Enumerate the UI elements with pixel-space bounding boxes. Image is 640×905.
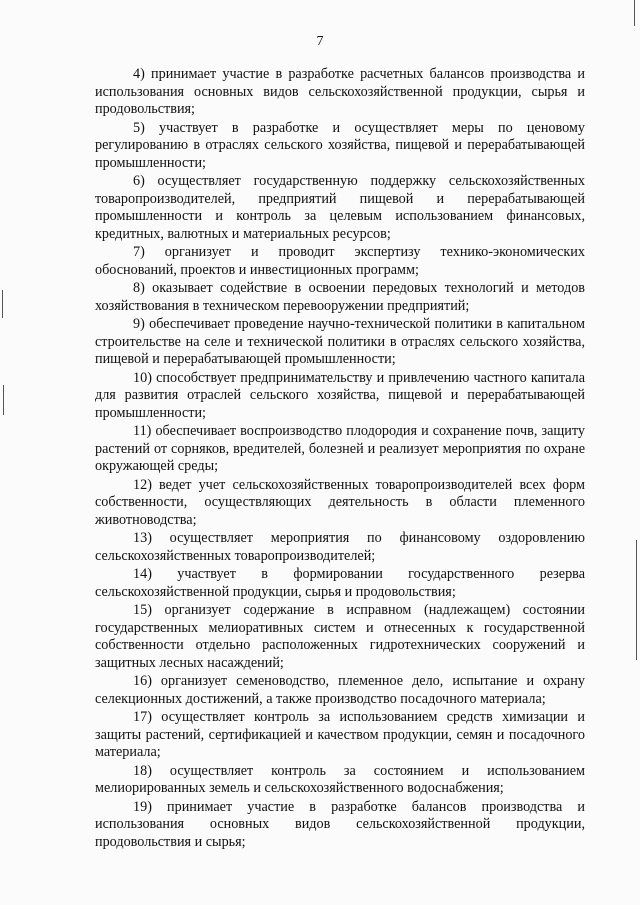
- list-item: 15) организует содержание в исправном (надлежащем) состоянии государственных мелиоративных систем и отнесенных к государственной собственности отдельно расположенных гидротехнических сооружений и защитных лесных насаждений;: [95, 602, 585, 671]
- scan-edge-mark-right: [634, 0, 635, 26]
- list-item: 17) осуществляет контроль за использованием средств химизации и защиты растений, сертификацией и качеством продукции, семян и посадочного материала;: [95, 709, 585, 760]
- list-item: 13) осуществляет мероприятия по финансовому оздоровлению сельскохозяйственных товаропроизводителей;: [95, 530, 585, 564]
- scan-edge-mark-left: [2, 290, 3, 318]
- list-item: 4) принимает участие в разработке расчетных балансов производства и использования основных видов сельскохозяйственной продукции, сырья и продовольствия;: [95, 66, 585, 117]
- page-number: 7: [316, 34, 324, 49]
- list-item: 9) обеспечивает проведение научно-технической политики в капитальном строительстве на селе и технической политики в отраслях сельского хозяйства, пищевой и перерабатывающей промышленности;: [95, 316, 585, 367]
- list-item: 16) организует семеноводство, племенное дело, испытание и охрану селекционных достижений, а также производство посадочного материала;: [95, 673, 585, 707]
- list-item: 12) ведет учет сельскохозяйственных товаропроизводителей всех форм собственности, осуществляющих деятельность в области племенного животноводства;: [95, 476, 585, 528]
- list-item: 7) организует и проводит экспертизу технико-экономических обоснований, проектов и инвестиционных программ;: [95, 244, 585, 278]
- document-body: [95, 66, 585, 852]
- list-item: 18) осуществляет контроль за состоянием и использованием мелиорированных земель и сельскохозяйственного водоснабжения;: [95, 762, 585, 796]
- list-item: 14) участвует в формировании государственного резерва сельскохозяйственной продукции, сырья и продовольствия;: [95, 566, 585, 600]
- list-item: 10) способствует предпринимательству и привлечению частного капитала для развития отраслей сельского хозяйства, пищевой и перерабатывающей промышленности;: [95, 369, 585, 421]
- list-item: 8) оказывает содействие в освоении передовых технологий и методов хозяйствования в техническом перевооружении предприятий;: [95, 280, 585, 314]
- scan-edge-mark-left: [3, 385, 4, 415]
- list-item: 6) осуществляет государственную поддержку сельскохозяйственных товаропроизводителей, предприятий пищевой и перерабатывающей промышленности и контроль за целевым использованием финансовых, кредитных, валютных и материальных ресурсов;: [95, 173, 585, 242]
- list-item: 19) принимает участие в разработке балансов производства и использования основных видов сельскохозяйственной продукции, продовольствия и сырья;: [95, 798, 585, 850]
- list-item: 11) обеспечивает воспроизводство плодородия и сохранение почв, защиту растений от сорняков, вредителей, болезней и реализует мероприятия по охране окружающей среды;: [95, 423, 585, 474]
- scan-edge-mark-right: [636, 540, 637, 660]
- list-item: 5) участвует в разработке и осуществляет меры по ценовому регулированию в отраслях сельского хозяйства, пищевой и перерабатывающей промышленности;: [95, 119, 585, 171]
